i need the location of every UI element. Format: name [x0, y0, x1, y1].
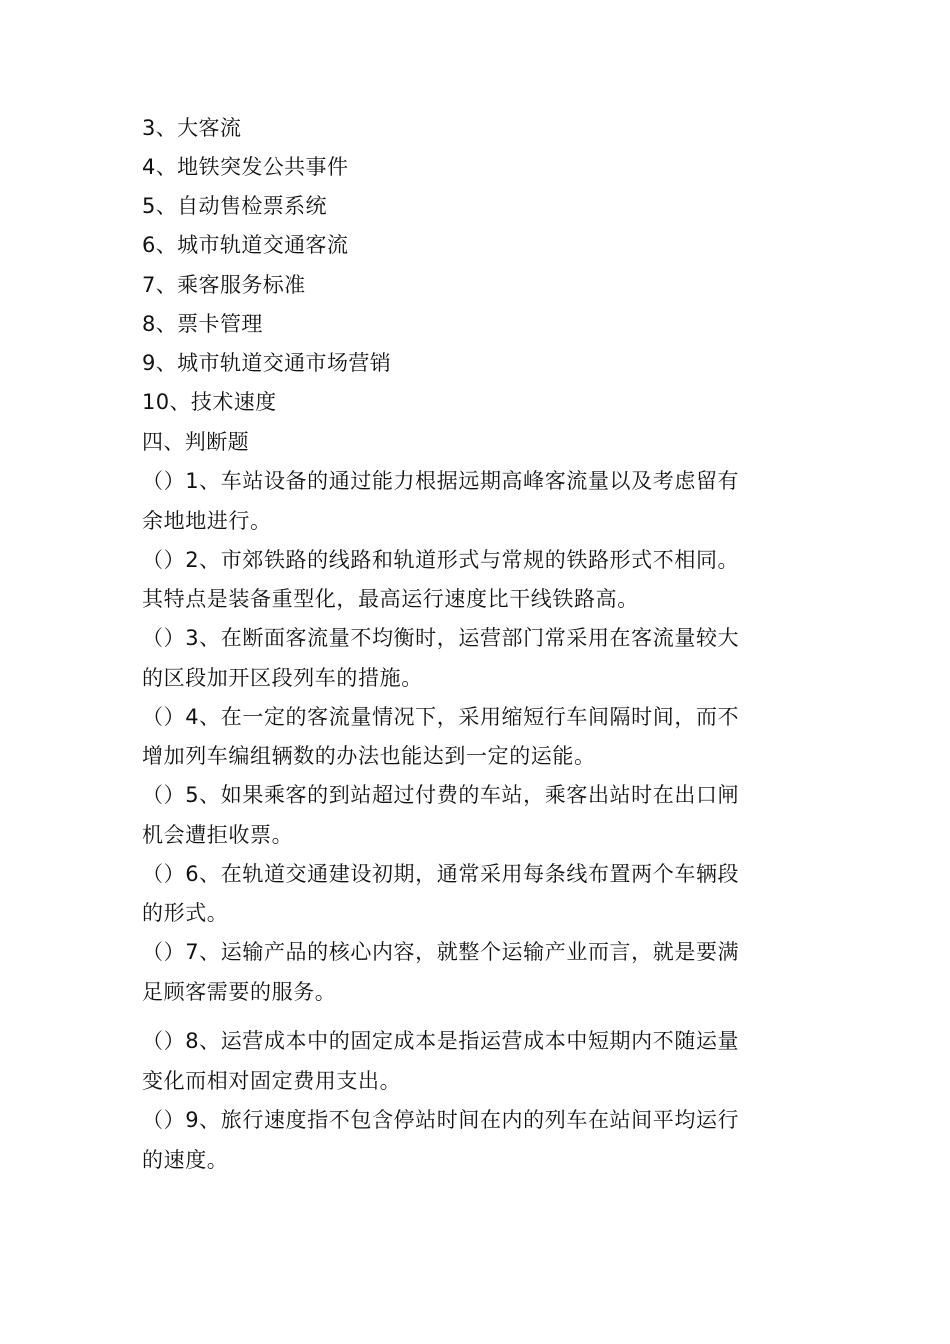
judgment-question-line: （）1、车站设备的通过能力根据远期高峰客流量以及考虑留有 [142, 469, 740, 493]
term-item: 10、技术速度 [142, 390, 277, 414]
term-item: 8、票卡管理 [142, 312, 263, 336]
judgment-question-line: （）5、如果乘客的到站超过付费的车站，乘客出站时在出口闸 [142, 783, 740, 807]
judgment-question-line: 变化而相对固定费用支出。 [142, 1069, 402, 1093]
judgment-question-line: 的形式。 [142, 901, 229, 925]
judgment-question-line: 的区段加开区段列车的措施。 [142, 666, 423, 690]
judgment-question-line: （）4、在一定的客流量情况下，采用缩短行车间隔时间，而不 [142, 705, 740, 729]
judgment-question-line: 足顾客需要的服务。 [142, 980, 337, 1004]
judgment-question-line: 机会遭拒收票。 [142, 823, 294, 847]
judgment-question-line: 增加列车编组辆数的办法也能达到一定的运能。 [142, 744, 596, 768]
term-item: 5、自动售检票系统 [142, 194, 327, 218]
judgment-question-line: （）8、运营成本中的固定成本是指运营成本中短期内不随运量 [142, 1029, 740, 1053]
judgment-question-line: 余地地进行。 [142, 509, 272, 533]
judgment-question-line: （）7、运输产品的核心内容，就整个运输产业而言，就是要满 [142, 940, 740, 964]
term-item: 4、地铁突发公共事件 [142, 155, 349, 179]
section-heading: 四、判断题 [142, 430, 249, 454]
term-item: 9、城市轨道交通市场营销 [142, 351, 392, 375]
term-item: 6、城市轨道交通客流 [142, 233, 349, 257]
judgment-question-line: （）9、旅行速度指不包含停站时间在内的列车在站间平均运行 [142, 1108, 740, 1132]
judgment-question-line: （）2、市郊铁路的线路和轨道形式与常规的铁路形式不相同。 [142, 548, 740, 572]
term-item: 7、乘客服务标准 [142, 273, 306, 297]
term-item: 3、大客流 [142, 116, 242, 140]
judgment-question-line: 其特点是装备重型化，最高运行速度比干线铁路高。 [142, 587, 639, 611]
judgment-question-line: （）3、在断面客流量不均衡时，运营部门常采用在客流量较大 [142, 626, 740, 650]
judgment-question-line: 的速度。 [142, 1148, 229, 1172]
judgment-question-line: （）6、在轨道交通建设初期，通常采用每条线布置两个车辆段 [142, 862, 740, 886]
